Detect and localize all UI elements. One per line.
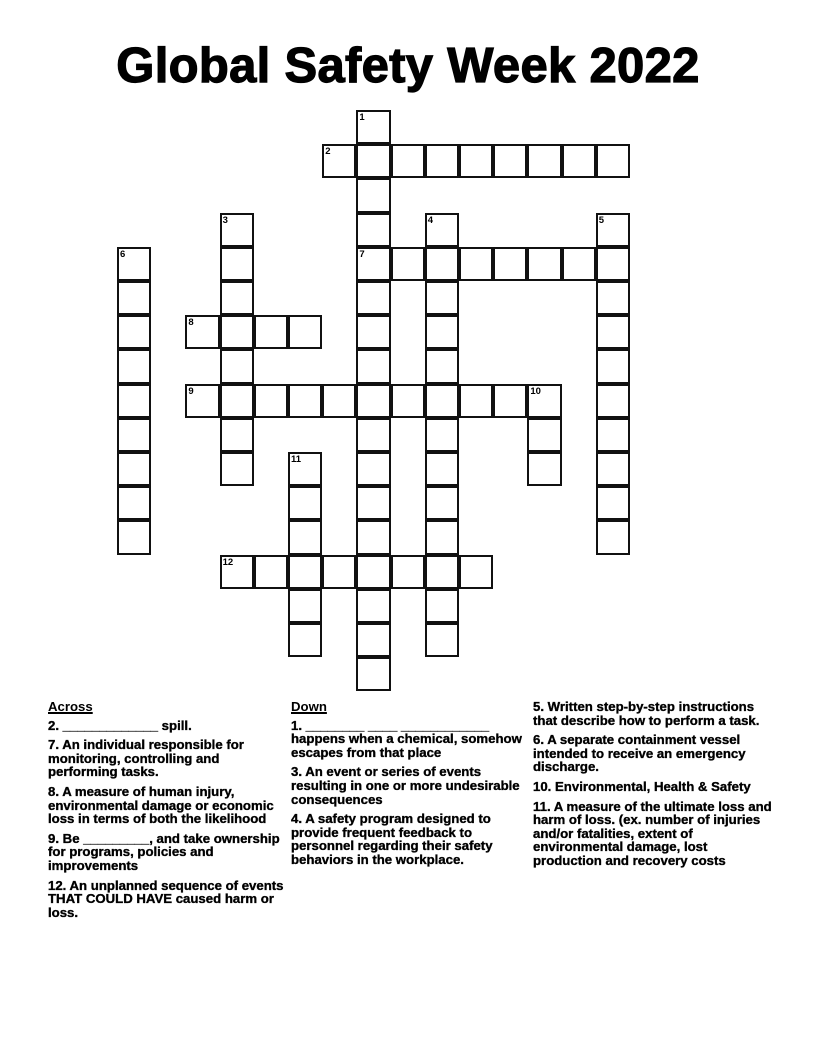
grid-cell[interactable] xyxy=(425,315,459,349)
grid-cell[interactable] xyxy=(356,144,390,178)
grid-cell[interactable] xyxy=(596,281,630,315)
clue-down-3: 3. An event or series of events resulting in one or more undesirable consequences xyxy=(291,764,520,807)
clue-number: 12 xyxy=(222,556,234,568)
grid-cell[interactable] xyxy=(288,384,322,418)
grid-cell[interactable] xyxy=(288,623,322,657)
grid-cell[interactable] xyxy=(596,384,630,418)
grid-cell[interactable] xyxy=(185,384,219,418)
grid-cell[interactable] xyxy=(356,589,390,623)
grid-cell[interactable] xyxy=(117,452,151,486)
clue-number: 10 xyxy=(530,385,541,397)
grid-cell[interactable] xyxy=(459,144,493,178)
grid-cell[interactable] xyxy=(527,418,561,452)
clue-number: 5 xyxy=(598,214,605,226)
clue-across-8: 8. A measure of human injury, environmental damage or economic loss in terms of both the likelihood xyxy=(48,783,274,827)
grid-cell[interactable] xyxy=(322,555,356,589)
across-heading: Across xyxy=(48,699,93,714)
grid-cell[interactable] xyxy=(596,418,630,452)
grid-cell[interactable] xyxy=(425,349,459,383)
grid-cell[interactable] xyxy=(288,520,322,554)
grid-cell[interactable] xyxy=(356,623,390,657)
grid-cell[interactable] xyxy=(391,247,425,281)
grid-cell[interactable] xyxy=(425,486,459,520)
grid-cell[interactable] xyxy=(356,110,390,144)
grid-cell[interactable] xyxy=(425,281,459,315)
clue-number: 7 xyxy=(359,248,365,260)
grid-cell[interactable] xyxy=(459,555,493,589)
grid-cell[interactable] xyxy=(185,315,219,349)
grid-cell[interactable] xyxy=(117,281,151,315)
grid-cell[interactable] xyxy=(425,247,459,281)
down-clues-column-2 xyxy=(533,700,773,874)
grid-cell[interactable] xyxy=(254,315,288,349)
grid-cell[interactable] xyxy=(562,247,596,281)
grid-cell[interactable] xyxy=(459,384,493,418)
clue-number: 1 xyxy=(359,112,365,123)
grid-cell[interactable] xyxy=(220,213,254,247)
clue-number: 8 xyxy=(188,317,194,329)
grid-cell[interactable] xyxy=(425,589,459,623)
clue-down-11: 11. A measure of the ultimate loss and harm of loss. (ex. number of injuries and/or fatalities, extent of environmental damage, lost production and recovery costs xyxy=(533,798,772,868)
across-clues xyxy=(48,700,284,925)
grid-cell[interactable] xyxy=(596,349,630,383)
grid-cell[interactable] xyxy=(220,384,254,418)
grid-cell[interactable] xyxy=(254,384,288,418)
grid-cell[interactable] xyxy=(117,315,151,349)
grid-cell[interactable] xyxy=(356,281,390,315)
clue-down-6: 6. A separate containment vessel intended to receive an emergency discharge. xyxy=(533,732,746,775)
grid-cell[interactable] xyxy=(425,384,459,418)
grid-cell[interactable] xyxy=(425,520,459,554)
grid-cell[interactable] xyxy=(425,418,459,452)
clue-across-12: 12. An unplanned sequence of events THAT COULD HAVE caused harm or loss. xyxy=(48,877,284,920)
grid-cell[interactable] xyxy=(322,144,356,178)
grid-cell[interactable] xyxy=(596,247,630,281)
grid-cell[interactable] xyxy=(356,555,390,589)
clue-number: 3 xyxy=(222,214,228,226)
grid-cell[interactable] xyxy=(596,213,630,247)
grid-cell[interactable] xyxy=(117,247,151,281)
grid-cell[interactable] xyxy=(356,384,390,418)
grid-cell[interactable] xyxy=(356,418,390,452)
grid-cell[interactable] xyxy=(117,486,151,520)
grid-cell[interactable] xyxy=(391,555,425,589)
grid-cell[interactable] xyxy=(425,623,459,657)
grid-cell[interactable] xyxy=(356,178,390,212)
grid-cell[interactable] xyxy=(356,520,390,554)
grid-cell[interactable] xyxy=(596,452,630,486)
grid-cell[interactable] xyxy=(562,144,596,178)
grid-cell[interactable] xyxy=(527,384,561,418)
grid-cell[interactable] xyxy=(220,555,254,589)
grid-cell[interactable] xyxy=(117,384,151,418)
grid-cell[interactable] xyxy=(117,418,151,452)
grid-cell[interactable] xyxy=(220,452,254,486)
grid-cell[interactable] xyxy=(596,315,630,349)
clue-across-7: 7. An individual responsible for monitoring, controlling and performing tasks. xyxy=(48,737,244,780)
down-heading: Down xyxy=(291,699,327,714)
grid-cell[interactable] xyxy=(220,418,254,452)
clue-down-5: 5. Written step-by-step instructions that describe how to perform a task. xyxy=(533,699,760,728)
grid-cell[interactable] xyxy=(356,486,390,520)
grid-cell[interactable] xyxy=(288,589,322,623)
page-title: Global Safety Week 2022 xyxy=(116,39,700,93)
clue-down-4: 4. A safety program designed to provide frequent feedback to personnel regarding their safety behaviors in the workplace. xyxy=(291,811,493,867)
grid-cell[interactable] xyxy=(527,452,561,486)
grid-cell[interactable] xyxy=(356,349,390,383)
clue-number: 11 xyxy=(291,454,302,465)
grid-cell[interactable] xyxy=(425,144,459,178)
grid-cell[interactable] xyxy=(288,486,322,520)
grid-cell[interactable] xyxy=(391,384,425,418)
grid-cell[interactable] xyxy=(527,144,561,178)
clue-across-2: 2. _____________ spill. xyxy=(48,717,192,733)
down-clues-column-1 xyxy=(291,700,523,873)
grid-cell[interactable] xyxy=(356,247,390,281)
grid-cell[interactable] xyxy=(288,555,322,589)
grid-cell[interactable] xyxy=(391,144,425,178)
grid-cell[interactable] xyxy=(322,384,356,418)
clue-number: 2 xyxy=(325,146,331,158)
grid-cell[interactable] xyxy=(356,213,390,247)
grid-cell[interactable] xyxy=(254,555,288,589)
grid-cell[interactable] xyxy=(117,520,151,554)
clue-number: 6 xyxy=(120,248,126,260)
grid-cell[interactable] xyxy=(356,315,390,349)
grid-cell[interactable] xyxy=(425,555,459,589)
grid-cell[interactable] xyxy=(356,657,390,691)
grid-cell[interactable] xyxy=(220,247,254,281)
grid-cell[interactable] xyxy=(493,144,527,178)
grid-cell[interactable] xyxy=(117,349,151,383)
clue-across-9: 9. Be _________, and take ownership for programs, policies and improvements xyxy=(48,830,280,873)
grid-cell[interactable] xyxy=(596,520,630,554)
grid-cell[interactable] xyxy=(596,144,630,178)
grid-cell[interactable] xyxy=(220,349,254,383)
clue-number: 9 xyxy=(188,385,194,397)
grid-cell[interactable] xyxy=(288,452,322,486)
grid-cell[interactable] xyxy=(288,315,322,349)
grid-cell[interactable] xyxy=(425,213,459,247)
grid-cell[interactable] xyxy=(356,452,390,486)
grid-cell[interactable] xyxy=(425,452,459,486)
grid-cell[interactable] xyxy=(220,315,254,349)
grid-cell[interactable] xyxy=(459,247,493,281)
clue-number: 4 xyxy=(427,214,434,226)
grid-cell[interactable] xyxy=(220,281,254,315)
clue-down-1: 1. ________ ____ ____________ happens when a chemical, somehow escapes from that place xyxy=(291,717,522,760)
grid-cell[interactable] xyxy=(527,247,561,281)
grid-cell[interactable] xyxy=(596,486,630,520)
grid-cell[interactable] xyxy=(493,384,527,418)
clue-down-10: 10. Environmental, Health & Safety xyxy=(533,778,751,794)
grid-cell[interactable] xyxy=(493,247,527,281)
